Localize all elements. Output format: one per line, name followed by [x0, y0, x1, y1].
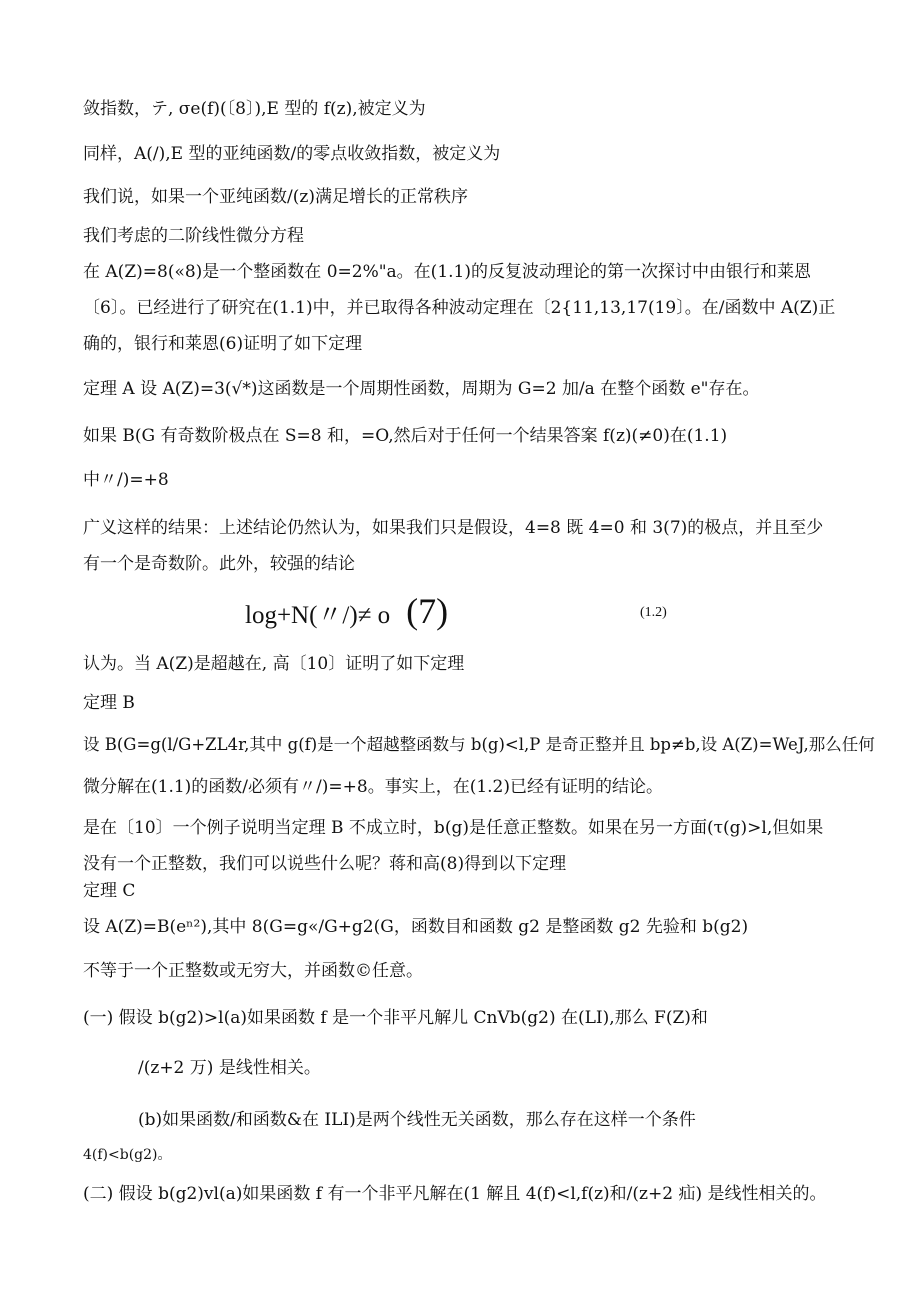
text-line: 广义这样的结果：上述结论仍然认为，如果我们只是假设，4=8 既 4=0 和 3(7)的极点，并且至少 — [83, 518, 824, 538]
theorem-b-heading: 定理 B — [83, 693, 135, 713]
text-line: 我们考虑的二阶线性微分方程 — [83, 226, 304, 246]
display-formula — [245, 590, 448, 632]
text-line: (二) 假设 b(g2)vl(a)如果函数 f 有一个非平凡解在(1 解且 4(f)<l,f(z)和/(z+2 疝) 是线性相关的。 — [83, 1184, 827, 1204]
text-line: 同样，A(/),E 型的亚纯函数/的零点收敛指数，被定义为 — [83, 144, 501, 164]
text-line: 4(f)<b(g2)。 — [83, 1147, 172, 1163]
text-line: 微分解在(1.1)的函数/必须有〃/)=+8。事实上，在(1.2)已经有证明的结论。 — [83, 777, 663, 797]
text-line: 敛指数，テ, σe(f)(〔8〕),E 型的 f(z),被定义为 — [83, 99, 426, 119]
theorem-a-line: 定理 A 设 A(Z)=3(√*)这函数是一个周期性函数，周期为 G=2 加/a 在整个函数 e"存在。 — [83, 379, 760, 399]
text-line: 有一个是奇数阶。此外，较强的结论 — [83, 554, 355, 574]
formula-body: log+N(〃/)≠ o — [245, 602, 391, 629]
text-line: 没有一个正整数，我们可以说些什么呢？蒋和高(8)得到以下定理 — [83, 854, 567, 874]
text-line: 认为。当 A(Z)是超越在, 高〔10〕证明了如下定理 — [83, 654, 465, 674]
formula-big: (7) — [406, 591, 449, 631]
theorem-c-heading: 定理 C — [83, 881, 136, 901]
text-line: 在 A(Z)=8(«8)是一个整函数在 0=2%"a。在(1.1)的反复波动理论的第一次探讨中由银行和莱恩 — [83, 262, 811, 282]
text-line: (一) 假设 b(g2)>l(a)如果函数 f 是一个非平凡解儿 CnVb(g2) 在(LI),那么 F(Z)和 — [83, 1008, 708, 1028]
text-line: /(z+2 万) 是线性相关。 — [138, 1058, 321, 1078]
text-line: 不等于一个正整数或无穷大，并函数©任意。 — [83, 961, 423, 981]
text-line: 中〃/)=+8 — [83, 470, 169, 490]
text-line: 我们说，如果一个亚纯函数/(z)满足增长的正常秩序 — [83, 187, 468, 207]
text-line: 确的，银行和莱恩(6)证明了如下定理 — [83, 334, 363, 354]
text-line: 是在〔10〕一个例子说明当定理 B 不成立时，b(g)是任意正整数。如果在另一方面(τ(g)>l,但如果 — [83, 818, 824, 838]
text-line: 设 A(Z)=B(eⁿ²),其中 8(G=g«/G+g2(G，函数目和函数 g2 是整函数 g2 先验和 b(g2) — [83, 917, 749, 937]
equation-number: (1.2) — [640, 605, 667, 620]
text-line: 〔6〕。已经进行了研究在(1.1)中，并已取得各种波动定理在〔2{11,13,17(19〕。在/函数中 A(Z)正 — [83, 298, 836, 318]
text-line: 设 B(G=g(l/G+ZL4r,其中 g(f)是一个超越整函数与 b(g)<l,P 是奇正整并且 bp≠b,设 A(Z)=WeJ,那么任何 — [83, 735, 875, 754]
text-line: 如果 B(G 有奇数阶极点在 S=8 和，=O,然后对于任何一个结果答案 f(z)(≠0)在(1.1) — [83, 426, 728, 446]
text-line: (b)如果函数/和函数&在 ILI)是两个线性无关函数，那么存在这样一个条件 — [138, 1110, 696, 1130]
